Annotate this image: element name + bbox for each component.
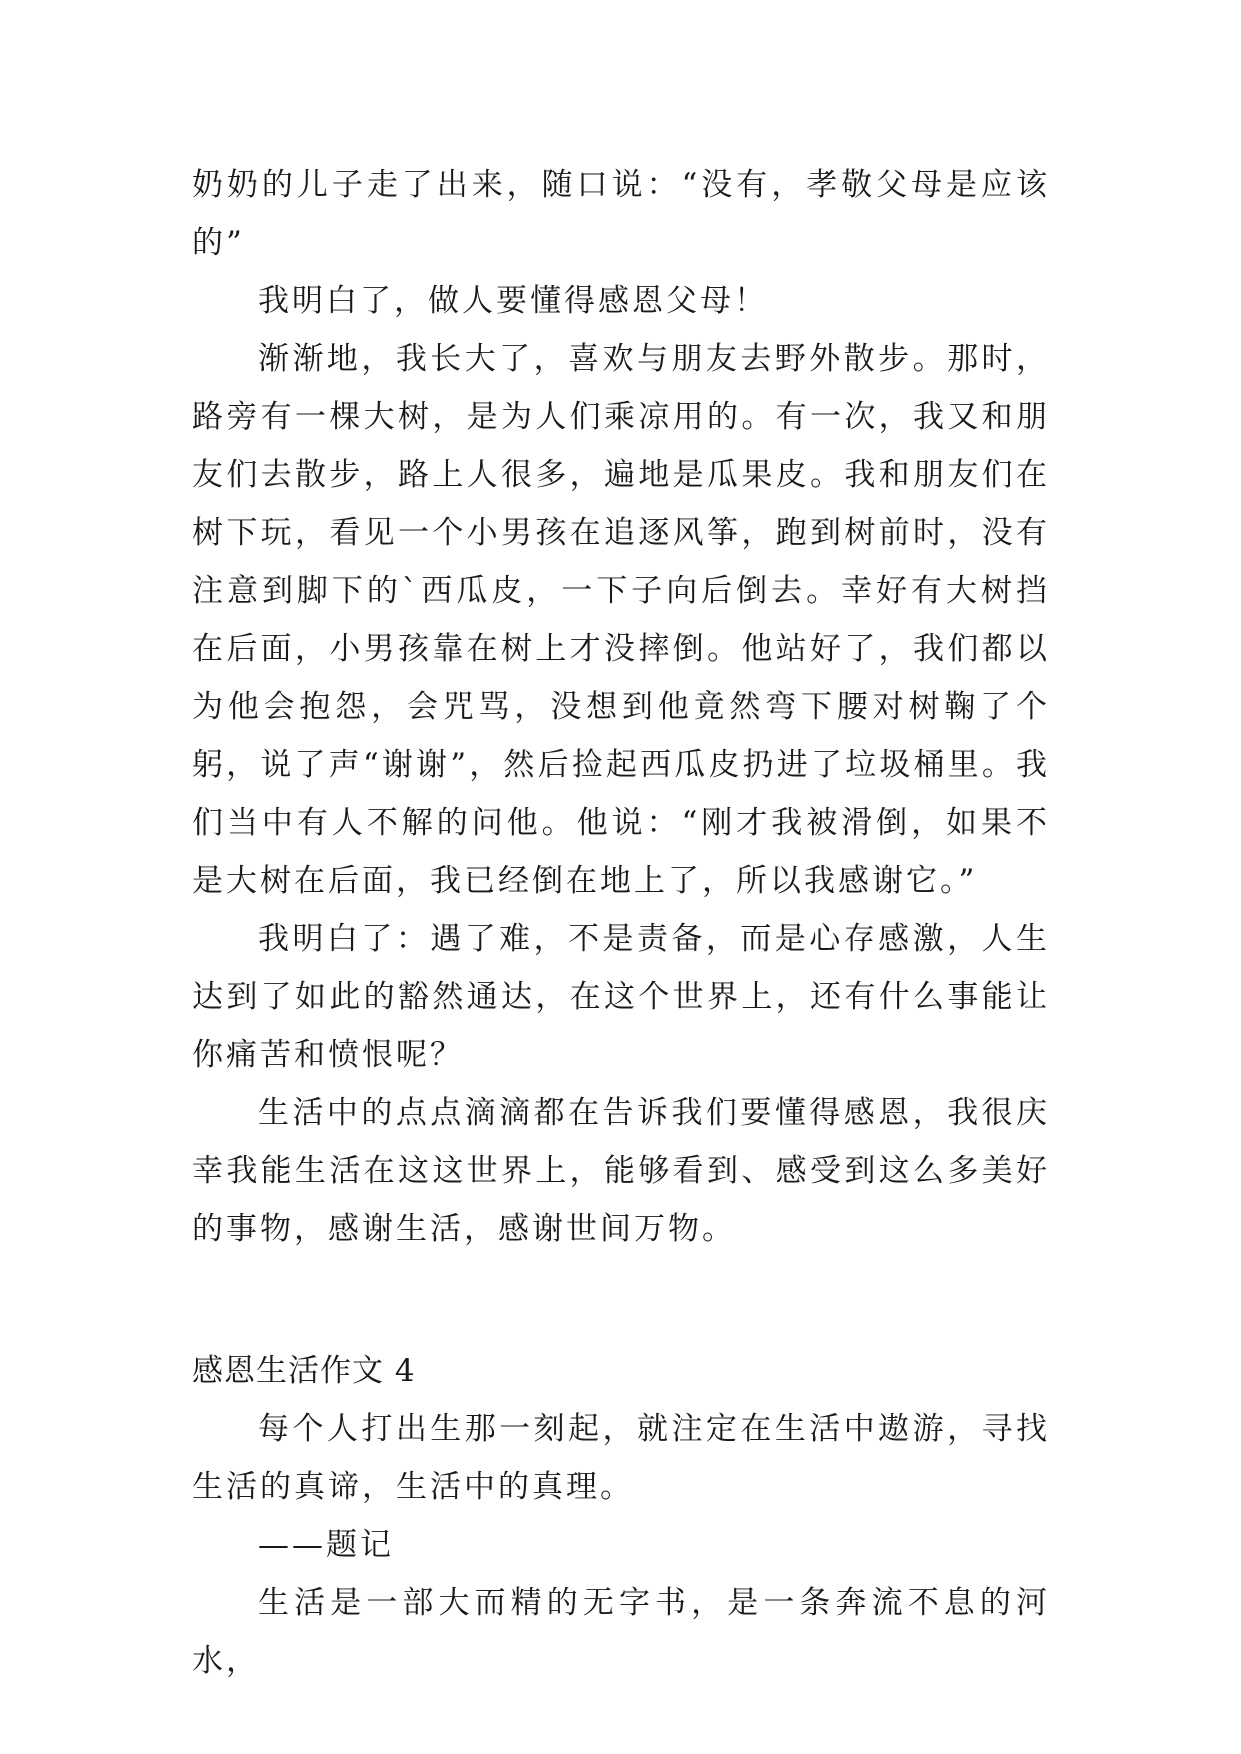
paragraph: 生活是一部大而精的无字书，是一条奔流不息的河水， xyxy=(192,1585,1050,1679)
paragraph: 生活中的点点滴滴都在告诉我们要懂得感恩，我很庆幸我能生活在这这世界上，能够看到、感受到这么多美好的事物，感谢生活，感谢世间万物。 xyxy=(192,1095,1050,1247)
paragraph: 我明白了，做人要懂得感恩父母！ xyxy=(258,283,768,319)
paragraph: 奶奶的儿子走了出来，随口说：“没有，孝敬父母是应该的” xyxy=(192,167,1050,261)
article-body xyxy=(192,156,1050,1690)
paragraph: 每个人打出生那一刻起，就注定在生活中遨游，寻找生活的真谛，生活中的真理。 xyxy=(192,1411,1050,1505)
paragraph: 渐渐地，我长大了，喜欢与朋友去野外散步。那时，路旁有一棵大树，是为人们乘凉用的。有一次，我又和朋友们去散步，路上人很多，遍地是瓜果皮。我和朋友们在树下玩，看见一个小男孩在追逐风筝，跑到树前时，没有注意到脚下的`西瓜皮，一下子向后倒去。幸好有大树挡在后面，小男孩靠在树上才没摔倒。他站好了，我们都以为他会抱怨，会咒骂，没想到他竟然弯下腰对树鞠了个躬，说了声“谢谢”，然后捡起西瓜皮扔进了垃圾桶里。我们当中有人不解的问他。他说：“刚才我被滑倒，如果不是大树在后面，我已经倒在地上了，所以我感谢它。” xyxy=(192,341,1050,899)
epigraph-attribution: ——题记 xyxy=(258,1527,394,1563)
paragraph: 我明白了：遇了难，不是责备，而是心存感激，人生达到了如此的豁然通达，在这个世界上，还有什么事能让你痛苦和愤恨呢？ xyxy=(192,921,1050,1073)
section-heading: 感恩生活作文 4 xyxy=(192,1353,416,1389)
